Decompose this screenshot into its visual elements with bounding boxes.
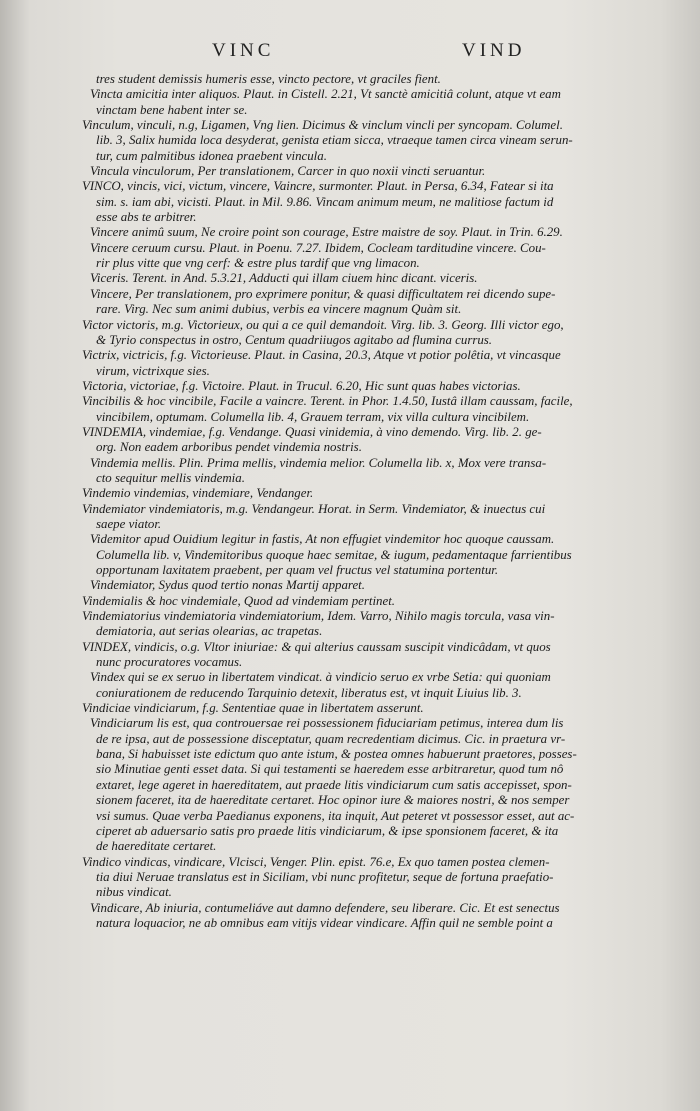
text-line: & Tyrio conspectus in ostro, Centum quadriiugos agitabo ad flumina currus. <box>96 332 493 347</box>
text-line: Vindico vindicas, vindicare, Vlcisci, Venger. Plin. epist. 76.e, Ex quo tamen postea clemen- <box>82 854 550 869</box>
text-line: extaret, lege ageret in haereditatem, aut praede litis vindiciarum cum satis accepisset, spon- <box>96 777 572 792</box>
text-line: Vincere, Per translationem, pro exprimere ponitur, & quasi difficultatem rei dicendo supe- <box>90 286 556 301</box>
running-head-left: VINC <box>212 40 275 61</box>
text-line: de haereditate certaret. <box>96 839 217 854</box>
text-line: Vindex qui se ex seruo in libertatem vindicat. à vindicio seruo ex vrbe Setia: qui quoniam <box>90 670 551 685</box>
text-line: saepe viator. <box>96 516 162 531</box>
text-line: Vindiciae vindiciarum, f.g. Sententiae quae in libertatem asserunt. <box>82 701 424 716</box>
text-line: rir plus vitte que vng cerf: & estre plus tardif que vng limacon. <box>96 256 420 271</box>
text-line: sim. s. iam abi, vicisti. Plaut. in Mil. 9.86. Vincam animum meum, ne malitiose factum id <box>96 194 554 209</box>
text-line: tia diui Neruae translatus est in Siciliam, vbi nunc profitetur, seque de fortuna praefatio- <box>96 869 554 884</box>
text-line: nunc procuratores vocamus. <box>96 655 243 670</box>
text-line: natura loquacior, ne ab omnibus eam vitijs videar vindicare. Affin quil ne semble point a <box>96 915 553 930</box>
text-line: VINCO, vincis, vici, victum, vincere, Vaincre, surmonter. Plaut. in Persa, 6.34, Fatear si ita <box>82 179 554 194</box>
text-line: ciperet ab aduersario satis pro praede litis vindiciarum, & ipse sponsionem faceret, & ita <box>96 823 559 838</box>
text-line: bana, Si habuisset iste edictum quo ante istum, & postea omnes habuerunt praetores, posses- <box>96 747 577 762</box>
text-line: Victor victoris, m.g. Victorieux, ou qui a ce quil demandoit. Virg. lib. 3. Georg. Illi victor ego, <box>82 317 564 332</box>
text-line: Vindemialis & hoc vindemiale, Quod ad vindemiam pertinet. <box>82 593 396 608</box>
running-head <box>0 40 700 70</box>
text-line: opportunam laxitatem praebent, per quam vel fructus vel statumina portentur. <box>96 563 499 577</box>
text-line: rare. Virg. Nec sum animi dubius, verbis ea vincere magnum Quàm sit. <box>96 302 462 317</box>
text-line: lib. 3, Salix humida loca desyderat, genista etiam sicca, vtraeque tamen circa vineam serun- <box>96 133 573 148</box>
text-line: cto sequitur mellis vindemia. <box>96 470 245 485</box>
text-line: tur, cum palmitibus idonea praebent vincula. <box>96 148 327 163</box>
text-line: vsi sumus. Quae verba Paedianus exponens, ita inquit, Aut peteret vt possessor esset, aut ac- <box>96 808 575 823</box>
text-line: VINDEMIA, vindemiae, f.g. Vendange. Quasi vinidemia, à vino demendo. Virg. lib. 2. ge- <box>82 424 542 439</box>
text-line: de re ipsa, aut de possessione disceptatur, quam recredentiam dicimus. Cic. in praetura vr- <box>96 731 566 746</box>
text-line: vincibilem, optumam. Columella lib. 4, Grauem terram, vix villa cultura vincibilem. <box>96 409 530 424</box>
text-line: Vincta amicitia inter aliquos. Plaut. in Cistell. 2.21, Vt sanctè amicitiâ colunt, atque vt eam <box>90 87 561 102</box>
text-line: Vindemia mellis. Plin. Prima mellis, vindemia melior. Columella lib. x, Mox vere transa- <box>90 455 547 470</box>
text-line: sionem faceret, ita de haereditate certaret. Hoc opinor iure & maiores nostri, & nos semper <box>96 793 570 808</box>
text-line: Vindicare, Ab iniuria, contumeliáve aut damno defendere, seu liberare. Cic. Et est senectus <box>90 900 560 915</box>
text-line: Vinculum, vinculi, n.g, Ligamen, Vng lien. Dicimus & vinclum vincli per syncopam. Columel. <box>82 118 563 133</box>
text-line: Vindemio vindemias, vindemiare, Vendanger. <box>82 486 314 501</box>
text-line: Vincula vinculorum, Per translationem, Carcer in quo noxii vincti seruantur. <box>90 164 486 179</box>
text-line: Columella lib. v, Vindemitoribus quoque haec semitae, & iugum, pedamentaque farrientibus <box>96 547 572 562</box>
text-line: demiatoria, aut serias olearias, ac trapetas. <box>96 624 323 639</box>
text-line: vinctam bene habent inter se. <box>96 102 248 117</box>
text-line: virum, victrixque sies. <box>96 363 210 378</box>
text-line: Victrix, victricis, f.g. Victorieuse. Plaut. in Casina, 20.3, Atque vt potior polêtia, vt vincasque <box>82 348 561 363</box>
dictionary-text <box>82 72 682 931</box>
text-line: coniurationem de reducendo Tarquinio detexit, liberatus est, vt inquit Liuius lib. 3. <box>96 685 522 700</box>
text-line: tres student demissis humeris esse, vincto pectore, vt graciles fient. <box>96 72 441 86</box>
text-line: Vincere ceruum cursu. Plaut. in Poenu. 7.27. Ibidem, Cocleam tarditudine vincere. Cou- <box>90 240 546 255</box>
running-head-right: VIND <box>462 40 526 61</box>
text-line: esse abs te arbitrer. <box>96 210 197 225</box>
text-line: sio Minutiae genti esset data. Si qui testamenti se haeredem esse arbitraretur, quod tum nô <box>96 762 564 777</box>
text-line: Vindemiator vindemiatoris, m.g. Vendangeur. Horat. in Serm. Vindemiator, & inuectus cui <box>82 501 546 516</box>
text-line: Videmitor apud Ouidium legitur in fastis, At non effugiet vindemitor hoc quoque caussam. <box>90 532 555 547</box>
text-line: VINDEX, vindicis, o.g. Vltor iniuriae: & qui alterius caussam suscipit vindicâdam, vt quos <box>82 639 551 654</box>
text-line: Viceris. Terent. in And. 5.3.21, Adducti qui illam ciuem hinc dicant. viceris. <box>90 271 478 286</box>
text-line: Vincibilis & hoc vincibile, Facile a vaincre. Terent. in Phor. 1.4.50, Iustâ illam caussam, facile, <box>82 394 573 409</box>
text-line: Vindemiator, Sydus quod tertio nonas Martij apparet. <box>90 578 365 593</box>
text-line: Vindiciarum lis est, qua controuersae rei possessionem fiduciariam petimus, interea dum lis <box>90 716 564 731</box>
text-line: nibus vindicat. <box>96 885 172 900</box>
text-line: Vindemiatorius vindemiatoria vindemiatorium, Idem. Varro, Nihilo magis torcula, vasa vin- <box>82 609 555 624</box>
text-line: org. Non eadem arboribus pendet vindemia nostris. <box>96 440 362 455</box>
text-line: Victoria, victoriae, f.g. Victoire. Plaut. in Trucul. 6.20, Hic sunt quas habes victorias. <box>82 378 521 393</box>
text-line: Vincere animû suum, Ne croire point son courage, Estre maistre de soy. Plaut. in Trin. 6.29. <box>90 225 563 240</box>
